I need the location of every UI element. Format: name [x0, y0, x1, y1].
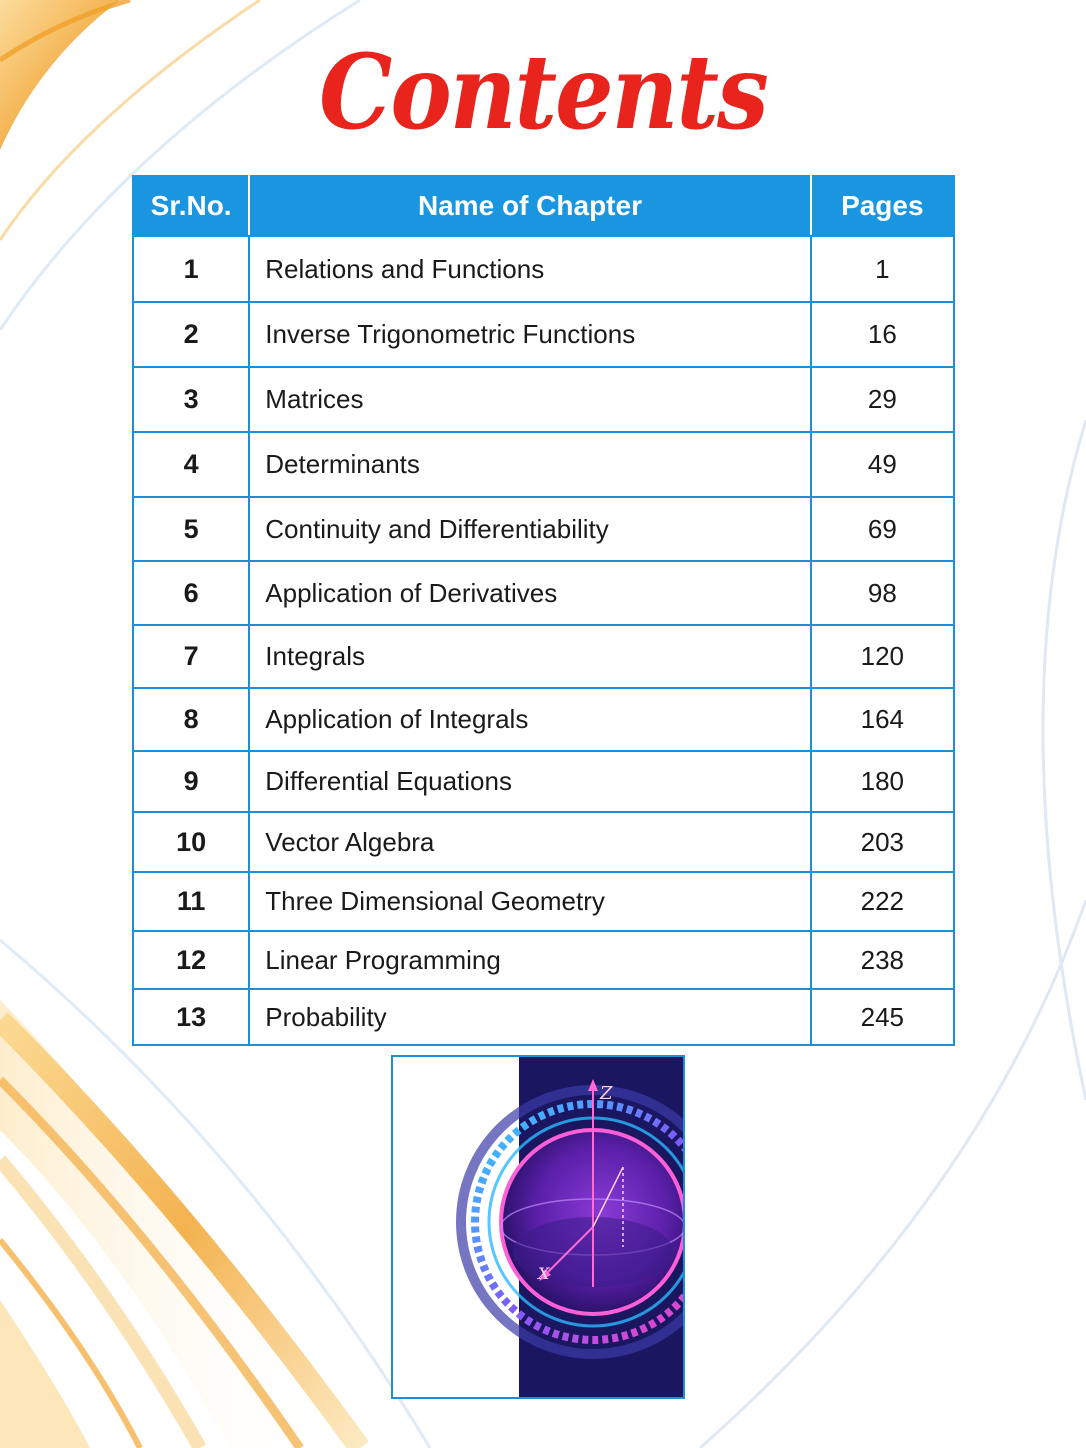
chapter-page: 222 — [811, 872, 954, 931]
chapter-page: 120 — [811, 625, 954, 688]
chapter-name: Inverse Trigonometric Functions — [249, 302, 810, 367]
illustration-frame — [391, 1055, 685, 1399]
chapter-number: 5 — [133, 497, 249, 561]
axis-z-label: Z — [600, 1083, 613, 1104]
chapter-number: 6 — [133, 561, 249, 625]
chapter-number: 3 — [133, 367, 249, 432]
chapter-name: Determinants — [249, 432, 810, 497]
table-row — [133, 989, 954, 1045]
chapter-page: 180 — [811, 751, 954, 812]
chapter-name: Probability — [249, 989, 810, 1045]
chapter-number: 4 — [133, 432, 249, 497]
chapter-name: Application of Integrals — [249, 688, 810, 751]
chapter-name: Matrices — [249, 367, 810, 432]
chapter-number: 10 — [133, 812, 249, 872]
chapter-number: 7 — [133, 625, 249, 688]
chapter-number: 1 — [133, 236, 249, 302]
table-row — [133, 236, 954, 302]
chapter-number: 12 — [133, 931, 249, 989]
chapter-page: 203 — [811, 812, 954, 872]
chapter-page: 164 — [811, 688, 954, 751]
chapter-name: Integrals — [249, 625, 810, 688]
chapter-name: Linear Programming — [249, 931, 810, 989]
chapter-number: 11 — [133, 872, 249, 931]
table-row — [133, 497, 954, 561]
header-chapter-name: Name of Chapter — [249, 176, 810, 236]
table-row — [133, 872, 954, 931]
chapter-name: Relations and Functions — [249, 236, 810, 302]
table-row — [133, 625, 954, 688]
table-header-row — [133, 176, 954, 236]
table-row — [133, 367, 954, 432]
chapter-page: 238 — [811, 931, 954, 989]
chapter-page: 49 — [811, 432, 954, 497]
chapter-page: 98 — [811, 561, 954, 625]
table-row — [133, 931, 954, 989]
table-row — [133, 561, 954, 625]
chapter-number: 8 — [133, 688, 249, 751]
chapter-page: 1 — [811, 236, 954, 302]
axis-x-label: X — [538, 1264, 550, 1283]
header-pages: Pages — [811, 176, 954, 236]
chapter-number: 2 — [133, 302, 249, 367]
chapter-name: Differential Equations — [249, 751, 810, 812]
chapter-number: 13 — [133, 989, 249, 1045]
chapter-page: 69 — [811, 497, 954, 561]
chapter-name: Application of Derivatives — [249, 561, 810, 625]
table-body — [133, 236, 954, 1045]
chapter-page: 245 — [811, 989, 954, 1045]
header-srno: Sr.No. — [133, 176, 249, 236]
chapter-page: 16 — [811, 302, 954, 367]
page-title: Contents — [319, 31, 767, 153]
chapter-number: 9 — [133, 751, 249, 812]
table-row — [133, 751, 954, 812]
table-row — [133, 688, 954, 751]
contents-table — [132, 175, 955, 1046]
table-row — [133, 302, 954, 367]
chapter-name: Three Dimensional Geometry — [249, 872, 810, 931]
chapter-name: Vector Algebra — [249, 812, 810, 872]
chapter-name: Continuity and Differentiability — [249, 497, 810, 561]
table-row — [133, 432, 954, 497]
globe-axes-icon — [393, 1057, 683, 1397]
table-row — [133, 812, 954, 872]
chapter-page: 29 — [811, 367, 954, 432]
